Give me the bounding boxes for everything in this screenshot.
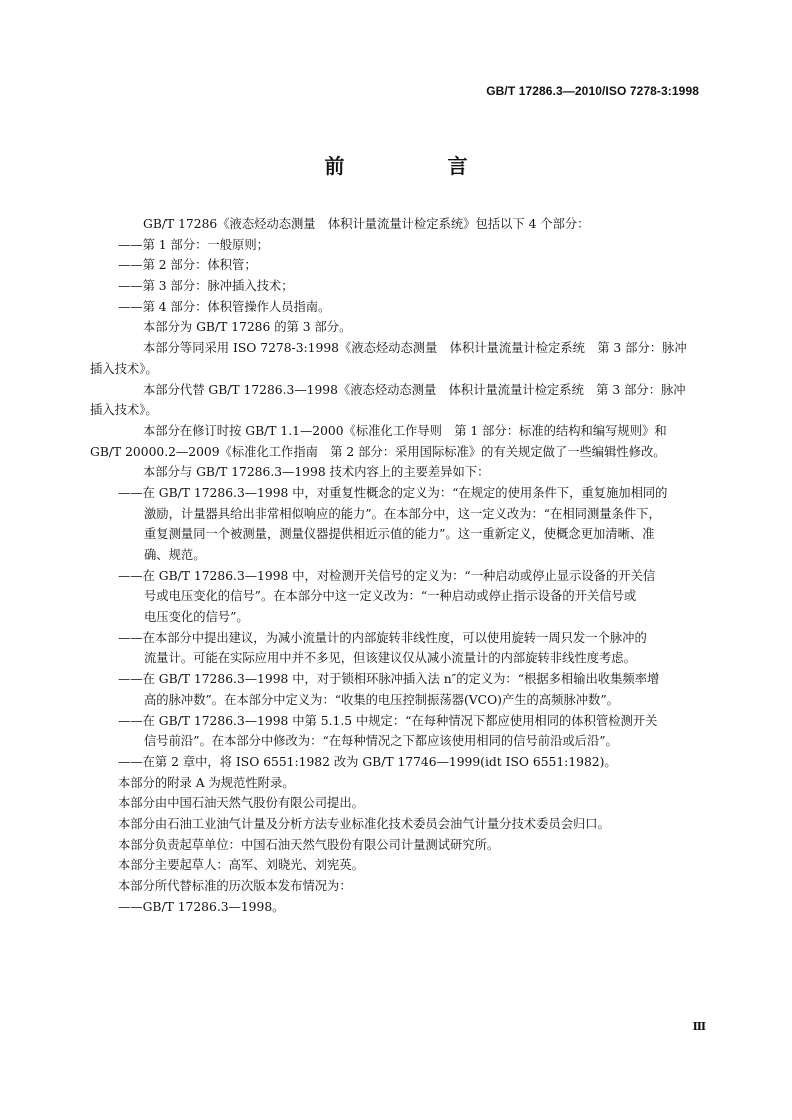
list-item: ——在 GB/T 17286.3—1998 中，对检测开关信号的定义为：“一种启动或停止显示设备的开关信 (118, 568, 656, 583)
list-item: ——在 GB/T 17286.3—1998 中，对于锁相环脉冲插入法 n″的定义为：“根据多相输出收集频率增 (118, 672, 660, 687)
list-item: ——GB/T 17286.3—1998。 (118, 899, 285, 914)
page-number: Ⅲ (692, 1020, 706, 1033)
text-line: 重复测量同一个被测量，测量仪器提供相近示值的能力”。这一重新定义，使概念更加清晰、准 (144, 527, 655, 542)
text-line: 高的脉冲数”。在本部分中定义为：“收集的电压控制振荡器(VCO)产生的高频脉冲数”。 (144, 692, 619, 707)
text-line: 插入技术》。 (90, 403, 158, 418)
text-line: 电压变化的信号”。 (144, 610, 249, 625)
text-line: 确、规范。 (144, 548, 206, 562)
text-line: 本部分等同采用 ISO 7278-3:1998《液态烃动态测量 体积计量流量计检定系统 第 3 部分：脉冲 (143, 341, 687, 356)
text-line: 流量计。可能在实际应用中并不多见，但该建议仅从减小流量计的内部旋转非线性度考虑。 (144, 651, 636, 666)
list-item: ——在第 2 章中，将 ISO 6551:1982 改为 GB/T 17746—1999(idt ISO 6551:1982)。 (118, 754, 617, 769)
standard-code-header: GB/T 17286.3—2010/ISO 7278-3:1998 (486, 84, 699, 98)
text-line: 本部分主要起草人：高军、刘晓光、刘宪英。 (118, 858, 364, 873)
text-line: 插入技术》。 (90, 361, 158, 376)
document-body (90, 214, 702, 917)
text-line: 本部分为 GB/T 17286 的第 3 部分。 (143, 320, 352, 335)
text-line: 本部分所代替标准的历次版本发布情况为： (118, 879, 352, 893)
text-line: 激励，计量器具给出非常相似响应的能力”。在本部分中，这一定义改为：“在相同测量条件下， (144, 506, 661, 521)
text-line: 本部分代替 GB/T 17286.3—1998《液态烃动态测量 体积计量流量计检定系统 第 3 部分：脉冲 (143, 382, 686, 397)
text-line: 本部分由石油工业油气计量及分析方法专业标准化技术委员会油气计量分技术委员会归口。 (118, 816, 610, 831)
list-item: ——在 GB/T 17286.3—1998 中，对重复性概念的定义为：“在规定的使用条件下，重复施加相同的 (118, 485, 668, 500)
text-line: 信号前沿”。在本部分中修改为：“在每种情况之下都应该使用相同的信号前沿或后沿”。 (144, 734, 618, 749)
text-line: 本部分由中国石油天然气股份有限公司提出。 (118, 796, 364, 811)
list-item: ——第 3 部分：脉冲插入技术； (118, 279, 294, 294)
text-line: GB/T 17286《液态烃动态测量 体积计量流量计检定系统》包括以下 4 个部分： (143, 217, 590, 231)
text-line: 本部分在修订时按 GB/T 1.1—2000《标准化工作导则 第 1 部分：标准的结构和编写规则》和 (143, 423, 667, 438)
text-line: 本部分的附录 A 为规范性附录。 (118, 775, 295, 790)
text-line: 号或电压变化的信号”。在本部分中这一定义改为：“一种启动或停止指示设备的开关信号或 (144, 589, 637, 604)
list-item: ——第 4 部分：体积管操作人员指南。 (118, 299, 331, 314)
list-item: ——在 GB/T 17286.3—1998 中第 5.1.5 中规定：“在每种情况下都应使用相同的体积管检测开关 (118, 713, 658, 728)
list-item: ——第 1 部分：一般原则； (118, 237, 269, 252)
text-line: 本部分与 GB/T 17286.3—1998 技术内容上的主要差异如下： (143, 465, 490, 480)
list-item: ——在本部分中提出建议，为减小流量计的内部旋转非线性度，可以使用旋转一周只发一个脉冲的 (118, 630, 647, 645)
page-title: 前 言 (324, 154, 516, 178)
list-item: ——第 2 部分：体积管； (118, 258, 257, 273)
text-line: 本部分负责起草单位：中国石油天然气股份有限公司计量测试研究所。 (118, 837, 500, 852)
text-line: GB/T 20000.2—2009《标准化工作指南 第 2 部分：采用国际标准》的有关规定做了一些编辑性修改。 (90, 444, 666, 459)
